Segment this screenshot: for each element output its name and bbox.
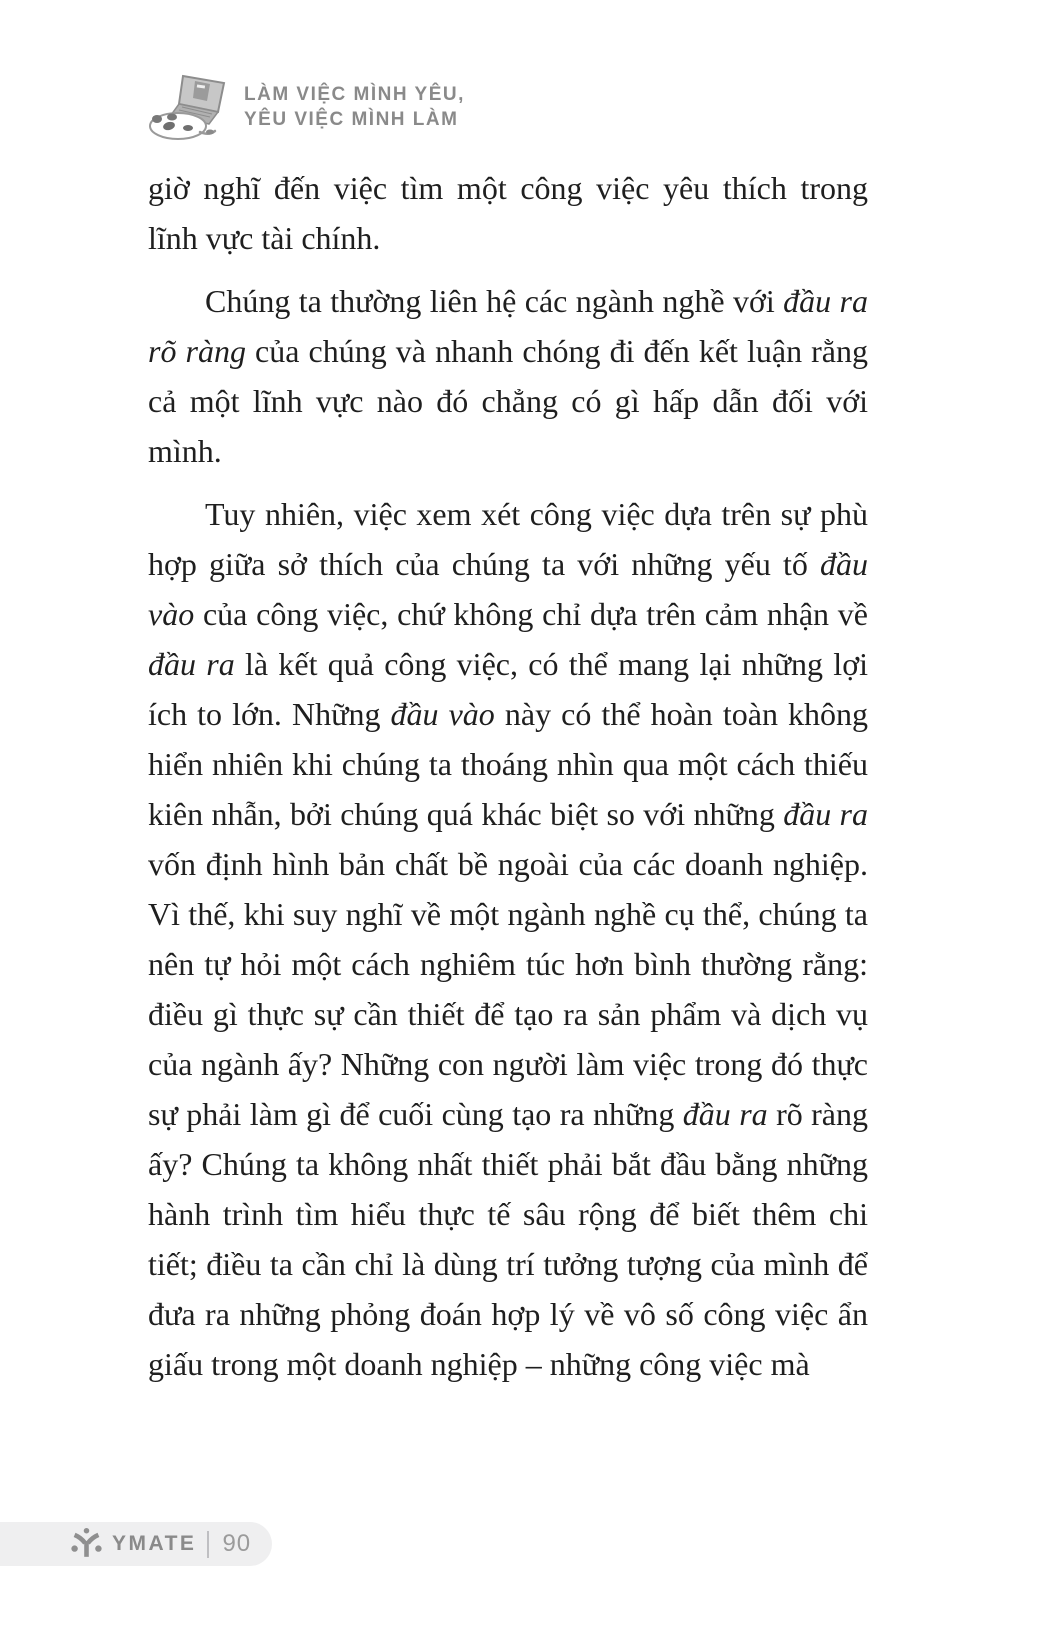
italic-text: đầu ra (682, 1096, 768, 1132)
ymate-logo-icon (70, 1527, 103, 1561)
italic-text: đầu vào (390, 696, 495, 732)
paragraph-3 (148, 489, 868, 1389)
header-slogan (244, 82, 465, 132)
paragraph-2 (148, 276, 868, 476)
brand-name: YMATE (112, 1532, 197, 1555)
body-text-segment: vốn định hình bản chất bề ngoài của các doanh nghiệp. Vì thế, khi suy nghĩ về một ngành nghề cụ thể, chúng ta nên tự hỏi một cách nghiêm túc hơn bình thường rằng: điều gì thực sự cần thiết để tạo ra sản phẩm và dịch vụ của ngành ấy? Những con người làm việc trong đó thực sự phải làm gì để cuối cùng tạo ra những (148, 846, 868, 1132)
italic-text: đầu vào (148, 546, 868, 632)
page-header (148, 74, 465, 140)
footer-divider (207, 1531, 209, 1558)
panda-laptop-icon (148, 74, 232, 140)
body-text-segment: giờ nghĩ đến việc tìm một công việc yêu thích trong lĩnh vực tài chính. (148, 170, 868, 256)
header-line-2: YÊU VIỆC MÌNH LÀM (244, 109, 459, 130)
italic-text: đầu ra (783, 796, 869, 832)
body-text-segment: Tuy nhiên, việc xem xét công việc dựa trên sự phù hợp giữa sở thích của chúng ta với những yếu tố (148, 496, 868, 582)
body-text-segment: này có thể hoàn toàn không hiển nhiên khi chúng ta thoáng nhìn qua một cách thiếu kiên nhẫn, bởi chúng quá khác biệt so với những (148, 696, 869, 832)
header-line-1: LÀM VIỆC MÌNH YÊU, (244, 84, 465, 105)
italic-text: đầu ra rõ ràng (148, 283, 869, 369)
body-text-segment: là kết quả công việc, có thể mang lại những lợi ích to lớn. Những (148, 646, 869, 732)
page-body (148, 163, 868, 1402)
body-text-segment: của công việc, chứ không chỉ dựa trên cảm nhận về (194, 596, 868, 632)
italic-text: đầu ra (148, 646, 235, 682)
page-footer (0, 1522, 272, 1566)
body-text-segment: của chúng và nhanh chóng đi đến kết luận rằng cả một lĩnh vực nào đó chẳng có gì hấp dẫn đối với mình. (148, 333, 869, 469)
paragraph-1 (148, 163, 868, 263)
body-text-segment: Chúng ta thường liên hệ các ngành nghề với (205, 283, 784, 319)
page-number: 90 (222, 1530, 252, 1557)
body-text-segment: rõ ràng ấy? Chúng ta không nhất thiết phải bắt đầu bằng những hành trình tìm hiểu thực tế sâu rộng để biết thêm chi tiết; điều ta cần chỉ là dùng trí tưởng tượng của mình để đưa ra những phỏng đoán hợp lý về vô số công việc ẩn giấu trong một doanh nghiệp – những công việc mà (148, 1096, 869, 1382)
